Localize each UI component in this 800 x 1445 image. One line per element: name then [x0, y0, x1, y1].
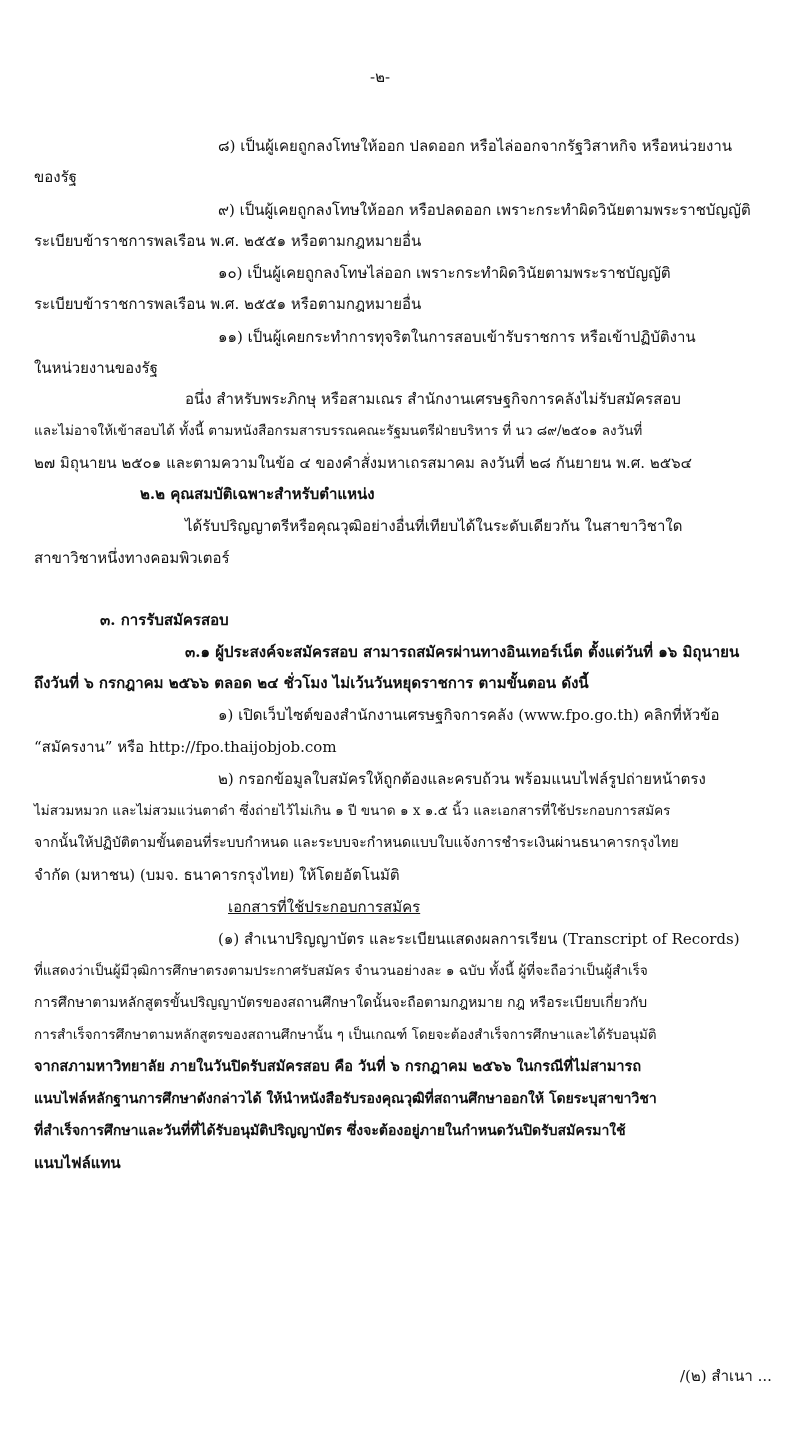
- section-3-1-line-1: ๓.๑ ผู้ประสงค์จะสมัครสอบ สามารถสมัครผ่านทางอินเทอร์เน็ต ตั้งแต่วันที่ ๑๖ มิถุนายน: [185, 643, 740, 661]
- doc-1-line-5: จากสภามหาวิทยาลัย ภายในวันปิดรับสมัครสอบ คือ วันที่ ๖ กรกฎาคม ๒๕๖๖ ในกรณีที่ไม่สามารถ: [34, 1058, 642, 1075]
- monk-note-line-2: และไม่อาจให้เข้าสอบได้ ทั้งนี้ ตามหนังสือกรมสารบรรณคณะรัฐมนตรีฝ่ายบริหาร ที่ นว ๘๙/๒๕๐๑ ลงวันที่: [34, 423, 643, 439]
- item-11-line-1: ๑๑) เป็นผู้เคยกระทำการทุจริตในการสอบเข้ารับราชการ หรือเข้าปฏิบัติงาน: [218, 328, 696, 346]
- item-8-line-2: ของรัฐ: [34, 168, 77, 186]
- section-3-1-line-2: ถึงวันที่ ๖ กรกฎาคม ๒๕๖๖ ตลอด ๒๔ ชั่วโมง ไม่เว้นวันหยุดราชการ ตามขั้นตอน ดังนี้: [34, 674, 589, 692]
- section-3-heading: ๓. การรับสมัครสอบ: [100, 611, 229, 629]
- monk-note-line-1: อนึ่ง สำหรับพระภิกษุ หรือสามเณร สำนักงานเศรษฐกิจการคลังไม่รับสมัครสอบ: [185, 390, 681, 408]
- doc-1-line-7: ที่สำเร็จการศึกษาและวันที่ที่ได้รับอนุมัติปริญญาบัตร ซึ่งจะต้องอยู่ภายในกำหนดวันปิดรับสมัครมาใช้: [34, 1123, 626, 1139]
- documents-subheading: เอกสารที่ใช้ประกอบการสมัคร: [228, 898, 421, 916]
- section-2-2-heading: ๒.๒ คุณสมบัติเฉพาะสำหรับตำแหน่ง: [140, 485, 375, 503]
- doc-1-line-1: (๑) สำเนาปริญญาบัตร และระเบียนแสดงผลการเรียน (Transcript of Records): [218, 930, 740, 948]
- item-9-line-1: ๙) เป็นผู้เคยถูกลงโทษให้ออก หรือปลดออก เพราะกระทำผิดวินัยตามพระราชบัญญัติ: [218, 201, 751, 219]
- step-1-line-2: “สมัครงาน” หรือ http://fpo.thaijobjob.com: [34, 738, 337, 756]
- doc-1-line-2: ที่แสดงว่าเป็นผู้มีวุฒิการศึกษาตรงตามประกาศรับสมัคร จำนวนอย่างละ ๑ ฉบับ ทั้งนี้ ผู้ที่จะถือว่าเป็นผู้สำเร็จ: [34, 963, 648, 979]
- step-2-line-1: ๒) กรอกข้อมูลใบสมัครให้ถูกต้องและครบถ้วน พร้อมแนบไฟล์รูปถ่ายหน้าตรง: [218, 770, 706, 788]
- page-footer-continuation: /(๒) สำเนา ...: [680, 1367, 772, 1385]
- step-2-line-3: จากนั้นให้ปฏิบัติตามขั้นตอนที่ระบบกำหนด และระบบจะกำหนดแบบใบแจ้งการชำระเงินผ่านธนาคารกรุงไทย: [34, 835, 679, 851]
- step-2-line-4: จำกัด (มหาชน) (บมจ. ธนาคารกรุงไทย) ให้โดยอัตโนมัติ: [34, 866, 400, 884]
- doc-1-line-4: การสำเร็จการศึกษาตามหลักสูตรของสถานศึกษานั้น ๆ เป็นเกณฑ์ โดยจะต้องสำเร็จการศึกษาและได้รับอนุมัติ: [34, 1027, 657, 1043]
- doc-1-line-6: แนบไฟล์หลักฐานการศึกษาดังกล่าวได้ ให้นำหนังสือรับรองคุณวุฒิที่สถานศึกษาออกให้ โดยระบุสาขาวิชา: [34, 1091, 657, 1107]
- item-8-line-1: ๘) เป็นผู้เคยถูกลงโทษให้ออก ปลดออก หรือไล่ออกจากรัฐวิสาหกิจ หรือหน่วยงาน: [218, 137, 732, 155]
- item-10-line-2: ระเบียบข้าราชการพลเรือน พ.ศ. ๒๕๕๑ หรือตามกฎหมายอื่น: [34, 295, 422, 313]
- monk-note-line-3: ๒๗ มิถุนายน ๒๕๐๑ และตามความในข้อ ๔ ของคำสั่งมหาเถรสมาคม ลงวันที่ ๒๘ กันยายน พ.ศ. ๒๕๖๔: [34, 454, 692, 472]
- item-10-line-1: ๑๐) เป็นผู้เคยถูกลงโทษไล่ออก เพราะกระทำผิดวินัยตามพระราชบัญญัติ: [218, 264, 671, 282]
- doc-1-line-8: แนบไฟล์แทน: [34, 1154, 121, 1172]
- item-9-line-2: ระเบียบข้าราชการพลเรือน พ.ศ. ๒๕๕๑ หรือตามกฎหมายอื่น: [34, 232, 422, 250]
- step-2-line-2: ไม่สวมหมวก และไม่สวมแว่นตาดำ ซึ่งถ่ายไว้ไม่เกิน ๑ ปี ขนาด ๑ x ๑.๕ นิ้ว และเอกสารที่ใช้ประกอบการสมัคร: [34, 803, 671, 819]
- section-2-2-line-2: สาขาวิชาหนึ่งทางคอมพิวเตอร์: [34, 549, 230, 567]
- section-2-2-line-1: ได้รับปริญญาตรีหรือคุณวุฒิอย่างอื่นที่เทียบได้ในระดับเดียวกัน ในสาขาวิชาใด: [185, 517, 683, 535]
- item-11-line-2: ในหน่วยงานของรัฐ: [34, 359, 158, 377]
- page-number: -๒-: [370, 68, 391, 86]
- doc-1-line-3: การศึกษาตามหลักสูตรขั้นปริญญาบัตรของสถานศึกษาใดนั้นจะถือตามกฎหมาย กฎ หรือระเบียบเกี่ยวกับ: [34, 995, 648, 1011]
- step-1-line-1: ๑) เปิดเว็บไซต์ของสำนักงานเศรษฐกิจการคลัง (www.fpo.go.th) คลิกที่หัวข้อ: [218, 706, 720, 724]
